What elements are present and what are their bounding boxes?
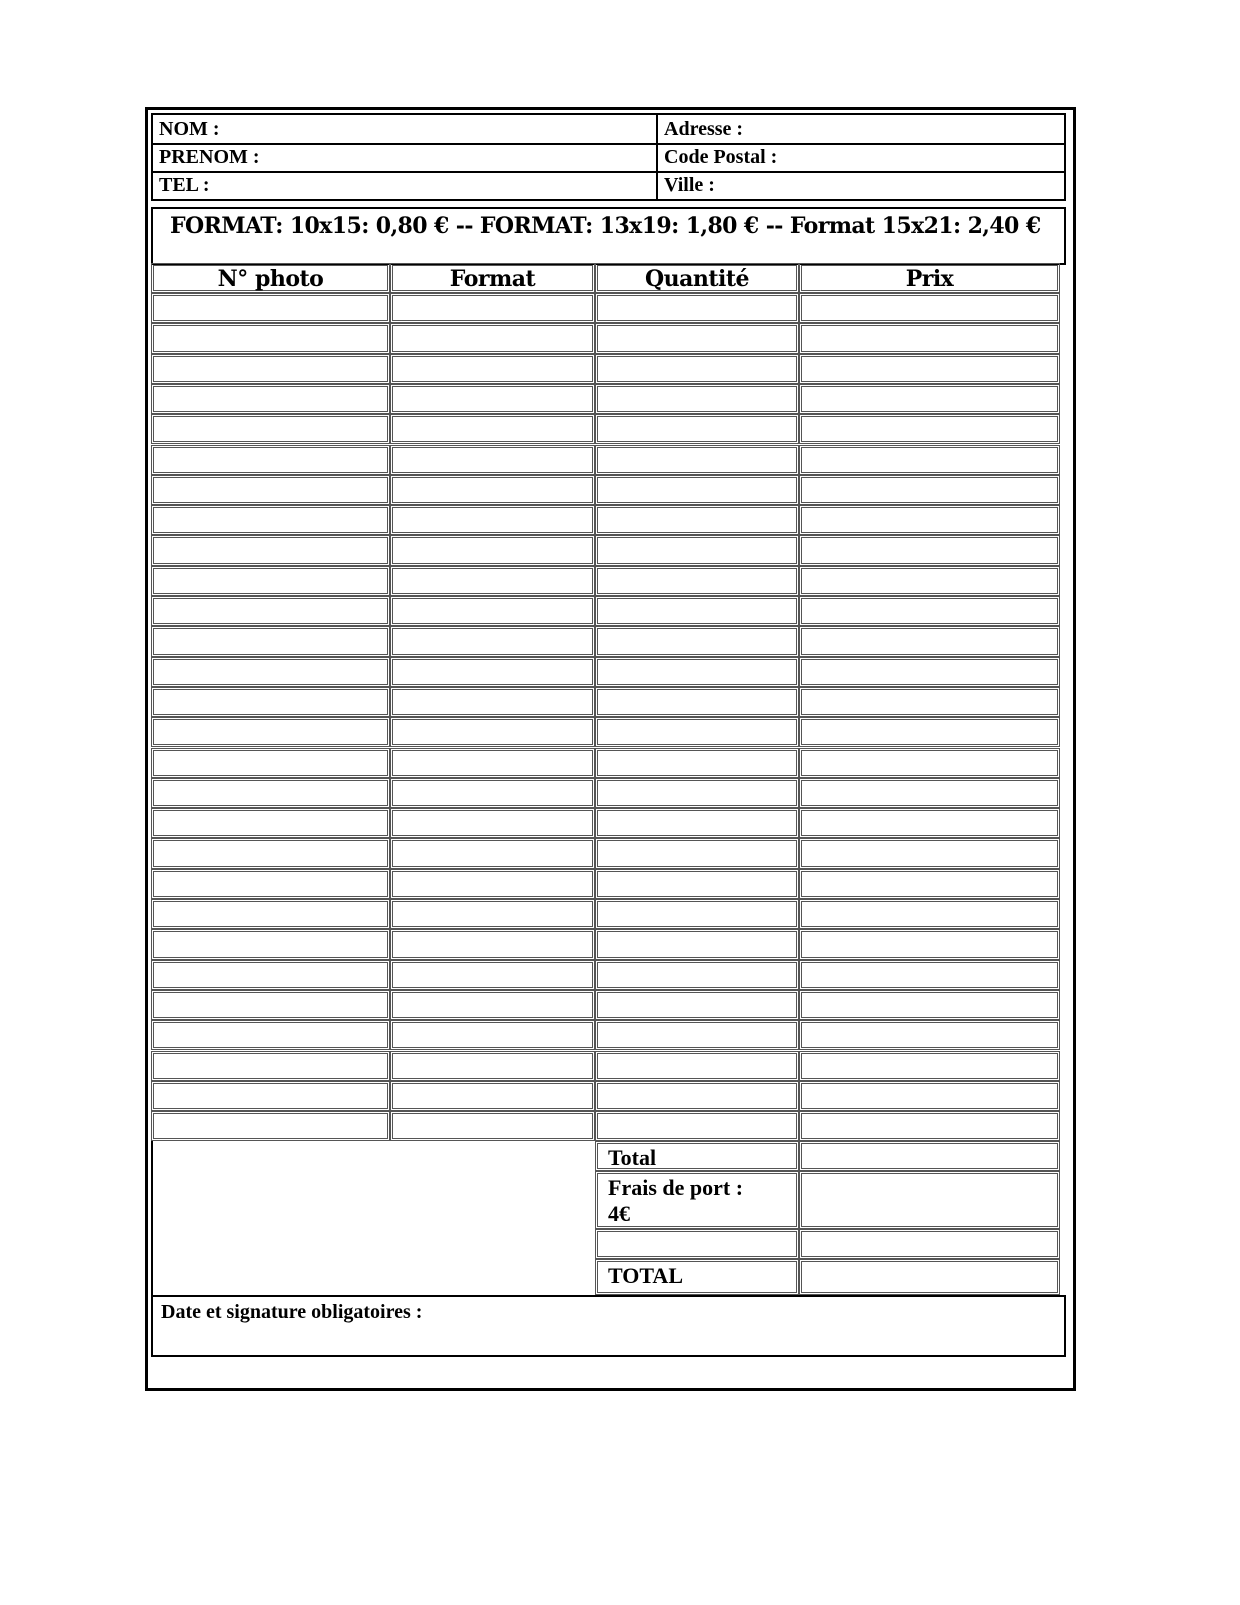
code-postal-label: Code Postal : (664, 146, 778, 168)
table-cell[interactable] (151, 778, 390, 808)
table-cell[interactable] (799, 748, 1060, 778)
table-cell[interactable] (151, 1081, 390, 1111)
table-cell[interactable] (799, 808, 1060, 838)
table-cell[interactable] (151, 1020, 390, 1050)
table-cell[interactable] (799, 566, 1060, 596)
table-cell[interactable] (799, 384, 1060, 414)
table-cell[interactable] (151, 596, 390, 626)
grand-total-value[interactable] (799, 1259, 1060, 1295)
table-cell[interactable] (595, 293, 799, 323)
total-label-cell (595, 1141, 799, 1171)
table-cell[interactable] (799, 505, 1060, 535)
table-cell[interactable] (151, 687, 390, 717)
order-form (145, 107, 1076, 1391)
table-cell[interactable] (595, 1051, 799, 1081)
table-cell[interactable] (799, 445, 1060, 475)
table-cell[interactable] (799, 1111, 1060, 1141)
table-cell[interactable] (595, 1111, 799, 1141)
table-cell[interactable] (595, 838, 799, 868)
table-cell[interactable] (151, 1051, 390, 1081)
table-cell[interactable] (151, 990, 390, 1020)
table-cell[interactable] (390, 960, 595, 990)
table-cell[interactable] (595, 596, 799, 626)
frais-de-port-value[interactable] (799, 1171, 1060, 1229)
table-cell[interactable] (390, 1111, 595, 1141)
empty-value[interactable] (799, 1229, 1060, 1259)
adresse-label: Adresse : (664, 118, 744, 140)
table-cell[interactable] (151, 838, 390, 868)
prenom-label: PRENOM : (159, 146, 260, 168)
table-cell[interactable] (390, 354, 595, 384)
table-cell[interactable] (151, 293, 390, 323)
table-cell[interactable] (390, 1051, 595, 1081)
header-cell (390, 263, 595, 293)
table-cell[interactable] (799, 657, 1060, 687)
table-cell[interactable] (390, 596, 595, 626)
table-cell[interactable] (595, 566, 799, 596)
table-cell[interactable] (151, 869, 390, 899)
table-cell[interactable] (390, 929, 595, 959)
table-cell[interactable] (799, 626, 1060, 656)
table-cell[interactable] (151, 717, 390, 747)
table-cell[interactable] (799, 717, 1060, 747)
header-cell (595, 263, 799, 293)
table-cell[interactable] (595, 778, 799, 808)
table-cell[interactable] (799, 293, 1060, 323)
table-cell[interactable] (595, 1081, 799, 1111)
table-cell[interactable] (390, 687, 595, 717)
total-value[interactable] (799, 1141, 1060, 1171)
header-label: Quantité (644, 266, 750, 292)
frais-de-port-label-cell (595, 1171, 799, 1229)
table-cell[interactable] (595, 687, 799, 717)
table-cell[interactable] (151, 566, 390, 596)
table-cell[interactable] (799, 899, 1060, 929)
table-cell[interactable] (151, 323, 390, 353)
frais-de-port-label: Frais de port : (608, 1175, 744, 1201)
tel-label: TEL : (159, 174, 210, 196)
table-cell[interactable] (390, 323, 595, 353)
table-cell[interactable] (390, 899, 595, 929)
table-cell[interactable] (390, 990, 595, 1020)
table-cell[interactable] (390, 838, 595, 868)
table-cell[interactable] (151, 748, 390, 778)
table-cell[interactable] (799, 1051, 1060, 1081)
ville-label: Ville : (664, 174, 715, 196)
table-cell[interactable] (595, 445, 799, 475)
table-cell[interactable] (595, 929, 799, 959)
frais-de-port-label: 4€ (608, 1201, 630, 1227)
table-cell[interactable] (151, 929, 390, 959)
table-cell[interactable] (799, 838, 1060, 868)
header-label: N° photo (217, 266, 324, 292)
header-label: Prix (905, 266, 954, 292)
table-cell[interactable] (595, 808, 799, 838)
table-cell[interactable] (151, 1111, 390, 1141)
table-cell[interactable] (390, 1081, 595, 1111)
table-cell[interactable] (390, 748, 595, 778)
table-cell[interactable] (390, 535, 595, 565)
header-label: Format (449, 266, 536, 292)
table-cell[interactable] (151, 475, 390, 505)
table-cell[interactable] (390, 626, 595, 656)
table-cell[interactable] (799, 354, 1060, 384)
table-cell[interactable] (151, 960, 390, 990)
signature-section (151, 1295, 1066, 1357)
table-cell[interactable] (595, 748, 799, 778)
table-cell[interactable] (799, 929, 1060, 959)
table-cell[interactable] (595, 475, 799, 505)
signature-label: Date et signature obligatoires : (161, 1301, 423, 1323)
table-cell[interactable] (390, 778, 595, 808)
table-cell[interactable] (390, 414, 595, 444)
table-cell[interactable] (151, 445, 390, 475)
grand-total-label: TOTAL (608, 1263, 683, 1289)
header-cell (151, 263, 390, 293)
table-cell[interactable] (151, 657, 390, 687)
total-label: Total (608, 1145, 657, 1171)
table-cell[interactable] (390, 717, 595, 747)
table-cell[interactable] (595, 899, 799, 929)
table-cell[interactable] (151, 535, 390, 565)
table-cell[interactable] (799, 535, 1060, 565)
table-cell[interactable] (390, 869, 595, 899)
table-cell[interactable] (595, 323, 799, 353)
table-cell[interactable] (151, 808, 390, 838)
table-cell[interactable] (595, 960, 799, 990)
table-cell[interactable] (151, 505, 390, 535)
table-cell[interactable] (390, 293, 595, 323)
table-cell[interactable] (151, 414, 390, 444)
contact-section (151, 113, 1066, 201)
grand-total-label-cell (595, 1259, 799, 1295)
table-cell[interactable] (595, 505, 799, 535)
table-cell[interactable] (799, 960, 1060, 990)
table-cell[interactable] (390, 566, 595, 596)
table-cell[interactable] (595, 535, 799, 565)
table-cell[interactable] (799, 323, 1060, 353)
table-cell[interactable] (390, 657, 595, 687)
empty-label-cell (595, 1229, 799, 1259)
table-cell[interactable] (799, 1081, 1060, 1111)
table-cell[interactable] (595, 626, 799, 656)
table-cell[interactable] (151, 354, 390, 384)
table-cell[interactable] (390, 1020, 595, 1050)
nom-label: NOM : (159, 118, 220, 140)
table-cell[interactable] (390, 384, 595, 414)
table-cell[interactable] (799, 475, 1060, 505)
table-cell[interactable] (390, 505, 595, 535)
totals-blank-area (151, 1141, 595, 1295)
table-cell[interactable] (151, 626, 390, 656)
table-cell[interactable] (799, 990, 1060, 1020)
table-cell[interactable] (595, 990, 799, 1020)
table-cell[interactable] (799, 1020, 1060, 1050)
table-cell[interactable] (595, 869, 799, 899)
table-cell[interactable] (595, 717, 799, 747)
table-cell[interactable] (390, 475, 595, 505)
table-cell[interactable] (151, 899, 390, 929)
table-cell[interactable] (390, 808, 595, 838)
table-cell[interactable] (799, 596, 1060, 626)
formats-pricing (151, 207, 1066, 265)
table-cell[interactable] (595, 384, 799, 414)
header-cell (799, 263, 1060, 293)
table-cell[interactable] (595, 657, 799, 687)
table-cell[interactable] (799, 414, 1060, 444)
table-cell[interactable] (595, 1020, 799, 1050)
formats-text: FORMAT: 10x15: 0,80 € -- FORMAT: 13x19: 1,80 € -- Format 15x21: 2,40 € (170, 213, 1041, 239)
table-cell[interactable] (799, 869, 1060, 899)
table-cell[interactable] (151, 384, 390, 414)
table-cell[interactable] (595, 354, 799, 384)
table-cell[interactable] (390, 445, 595, 475)
table-cell[interactable] (799, 687, 1060, 717)
table-cell[interactable] (799, 778, 1060, 808)
table-cell[interactable] (595, 414, 799, 444)
